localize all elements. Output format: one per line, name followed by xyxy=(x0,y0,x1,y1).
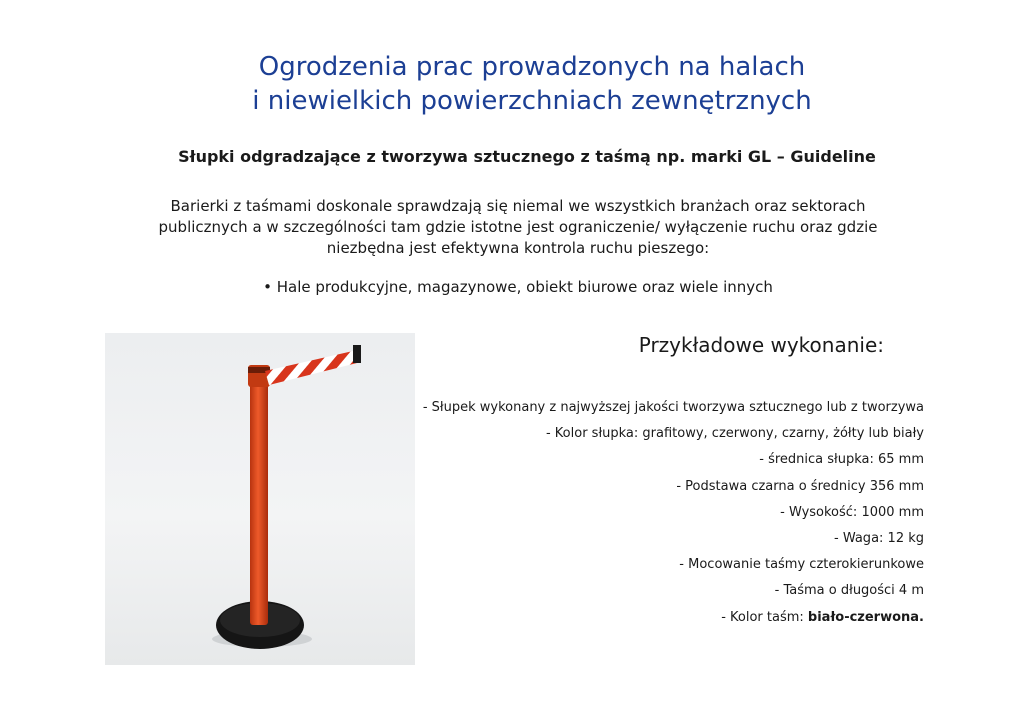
post xyxy=(250,371,268,625)
spec-value-bold: biało-czerwona. xyxy=(807,609,924,625)
spec-item: - Wysokość: 1000 mm xyxy=(780,504,924,520)
spec-item: - średnica słupka: 65 mm xyxy=(759,452,924,468)
spec-item: - Waga: 12 kg xyxy=(834,530,924,546)
barrier-post-illustration xyxy=(105,333,415,665)
subtitle: Słupki odgradzające z tworzywa sztucznego z taśmą np. marki GL – Guideline xyxy=(178,147,876,166)
spec-item: - Słupek wykonany z najwyższej jakości tworzywa sztucznego lub z tworzywa xyxy=(422,400,924,415)
spec-item: - Podstawa czarna o średnicy 356 mm xyxy=(676,478,924,494)
section-heading: Przykładowe wykonanie: xyxy=(638,333,884,357)
intro-paragraph: Barierki z taśmami doskonale sprawdzają się niemal we wszystkich branżach oraz sektorach publicznych a w szczególności tam gdzie istotne jest ograniczenie/ wyłączenie ruchu oraz gdzie niezbędna jest efektywna kontrola ruchu pieszego: xyxy=(158,197,878,257)
bullet-item: • Hale produkcyjne, magazynowe, obiekt biurowe oraz wiele innych xyxy=(263,278,773,296)
page-title xyxy=(0,50,1024,118)
tape xyxy=(265,351,357,385)
barrier-post-photo xyxy=(105,333,415,665)
spec-item: - Taśma o długości 4 m xyxy=(774,583,924,599)
title-line-2: i niewielkich powierzchniach zewnętrznych xyxy=(252,86,812,116)
spec-label: - Kolor taśm: xyxy=(721,609,808,625)
title-line-1: Ogrodzenia prac prowadzonych na halach xyxy=(258,52,806,82)
spec-item-tape-color xyxy=(384,607,924,633)
spec-list xyxy=(384,397,924,633)
tape-clip xyxy=(353,345,361,363)
spec-item: - Mocowanie taśmy czterokierunkowe xyxy=(679,557,924,573)
spec-item: - Kolor słupka: grafitowy, czerwony, czarny, żółty lub biały xyxy=(545,426,924,442)
